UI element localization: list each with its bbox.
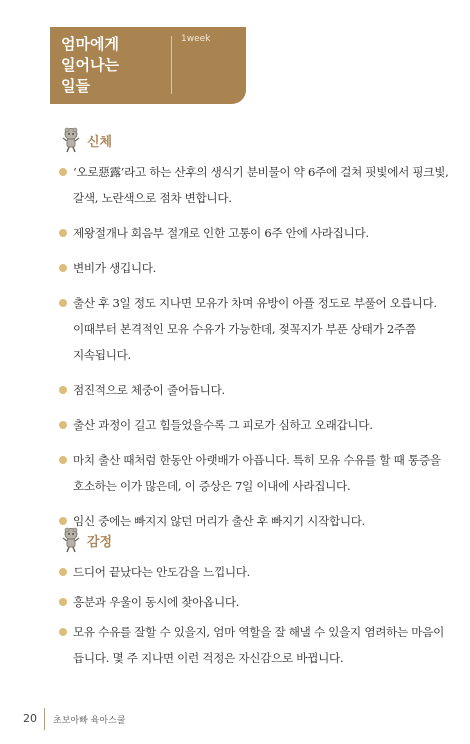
list-item-text: 드디어 끝났다는 안도감을 느낍니다. (73, 565, 251, 579)
list-item-text: 임신 중에는 빠지지 않던 머리가 출산 후 빠지기 시작합니다. (73, 514, 366, 528)
list-item-text: ‘오로惡露’라고 하는 산후의 생식기 분비물이 약 6주에 걸쳐 핏빛에서 핑크빛, 갈색, 노란색으로 점차 변합니다. (73, 165, 449, 205)
list-item (59, 559, 457, 585)
list-item-text: 모유 수유를 잘할 수 있을지, 엄마 역할을 잘 해낼 수 있을지 염려하는 마음이 듭니다. 몇 주 지나면 이런 걱정은 자신감으로 바뀝니다. (73, 625, 444, 665)
list-item (59, 589, 457, 615)
list-item (59, 220, 457, 246)
list-item-text: 점진적으로 체중이 줄어듭니다. (73, 383, 225, 397)
bullet-icon (59, 421, 67, 429)
bullet-icon (59, 386, 67, 394)
emotion-changes-list (59, 559, 457, 680)
list-item (59, 412, 457, 438)
footer-divider (44, 708, 45, 730)
bullet-icon (59, 628, 67, 636)
list-item (59, 255, 457, 281)
bullet-icon (59, 598, 67, 606)
baby-mascot-icon (61, 127, 81, 153)
page-number: 20 (23, 712, 37, 725)
list-item-text: 흥분과 우울이 동시에 찾아옵니다. (73, 595, 240, 609)
list-item-text: 변비가 생깁니다. (73, 261, 157, 275)
list-item (59, 619, 457, 671)
list-item (59, 377, 457, 403)
bullet-icon (59, 456, 67, 464)
week-label: 1week (181, 34, 211, 44)
bullet-icon (59, 229, 67, 237)
bullet-icon (59, 168, 67, 176)
list-item-text: 출산 후 3일 정도 지나면 모유가 차며 유방이 아플 정도로 부풀어 오릅니다. 이때부터 본격적인 모유 수유가 가능한데, 젖꼭지가 부푼 상태가 2주쯤 지속됩니다. (73, 296, 437, 362)
section-title: 신체 (87, 135, 113, 150)
list-item (59, 508, 457, 534)
list-item (59, 159, 457, 211)
list-item-text: 마치 출산 때처럼 한동안 아랫배가 아픕니다. 특히 모유 수유를 할 때 통증을 호소하는 이가 많은데, 이 증상은 7일 이내에 사라집니다. (73, 453, 441, 493)
bullet-icon (59, 299, 67, 307)
chapter-header (50, 27, 246, 104)
list-item-text: 제왕절개나 회음부 절개로 인한 고통이 6주 안에 사라집니다. (73, 226, 369, 240)
section-title: 감정 (87, 535, 113, 550)
baby-mascot-icon (61, 527, 81, 553)
bullet-icon (59, 568, 67, 576)
list-item (59, 290, 457, 368)
book-title: 초보아빠 육아스쿨 (53, 716, 126, 726)
list-item (59, 447, 457, 499)
body-changes-list (59, 159, 457, 543)
chapter-title: 엄마에게 일어나는 일들 (61, 35, 119, 95)
bullet-icon (59, 264, 67, 272)
header-divider (171, 36, 172, 94)
list-item-text: 출산 과정이 길고 힘들었을수록 그 피로가 심하고 오래갑니다. (73, 418, 373, 432)
bullet-icon (59, 517, 67, 525)
